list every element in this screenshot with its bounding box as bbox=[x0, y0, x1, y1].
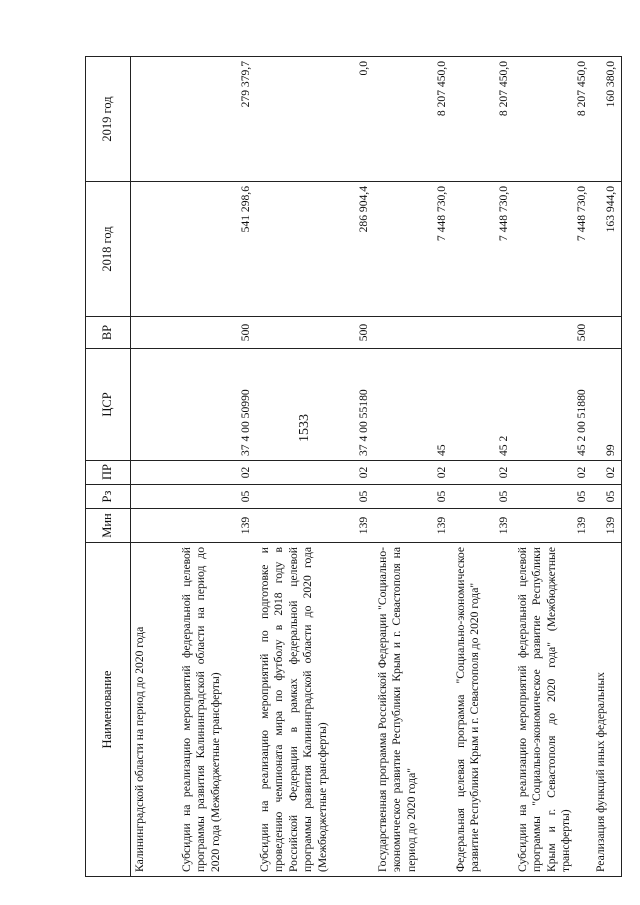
row-pr: 02 bbox=[514, 461, 592, 485]
row-min: 139 bbox=[592, 509, 622, 543]
row-name: Субсидии на реализацию мероприятий федеральной целевой программы "Социально-экономическое развитие Республики Крым и г. Севастополя до 2020 года" (Межбюджетные трансферты) bbox=[514, 543, 592, 877]
table-row bbox=[178, 57, 256, 877]
budget-table bbox=[85, 56, 622, 877]
row-vr: 500 bbox=[514, 317, 592, 349]
page-number-text: 1533 bbox=[297, 414, 312, 442]
row-rz: 05 bbox=[374, 485, 452, 509]
row-vr bbox=[131, 317, 178, 349]
rotated-table-container bbox=[85, 57, 618, 877]
row-2018: 7 448 730,0 bbox=[452, 182, 514, 317]
header-2019: 2019 год bbox=[86, 57, 131, 182]
row-vr: 500 bbox=[178, 317, 256, 349]
header-csr: ЦСР bbox=[86, 349, 131, 461]
row-2019: 160 380,0 bbox=[592, 57, 622, 182]
row-csr: 45 2 bbox=[452, 349, 514, 461]
row-2018: 286 904,4 bbox=[256, 182, 374, 317]
header-rz: Рз bbox=[86, 485, 131, 509]
row-2019: 8 207 450,0 bbox=[514, 57, 592, 182]
row-vr bbox=[592, 317, 622, 349]
header-row bbox=[86, 57, 131, 877]
header-2018: 2018 год bbox=[86, 182, 131, 317]
row-name: Государственная программа Российской Федерации "Социально-экономическое развитие Республики Крым и г. Севастополя на период до 2020 года" bbox=[374, 543, 452, 877]
table-row bbox=[592, 57, 622, 877]
row-csr bbox=[131, 349, 178, 461]
row-pr: 02 bbox=[374, 461, 452, 485]
row-2018: 7 448 730,0 bbox=[514, 182, 592, 317]
row-name: Субсидии на реализацию мероприятий федеральной целевой программы развития Калининградской области на период до 2020 года (Межбюджетные трансферты) bbox=[178, 543, 256, 877]
row-min: 139 bbox=[374, 509, 452, 543]
row-2019: 279 379,7 bbox=[178, 57, 256, 182]
row-name: Федеральная целевая программа "Социально-экономическое развитие Республики Крым и г. Севастополя до 2020 года" bbox=[452, 543, 514, 877]
header-pr: ПР bbox=[86, 461, 131, 485]
row-2019: 8 207 450,0 bbox=[374, 57, 452, 182]
row-pr: 02 bbox=[452, 461, 514, 485]
row-csr: 45 bbox=[374, 349, 452, 461]
row-name: Реализация функций иных федеральных bbox=[592, 543, 622, 877]
row-rz: 05 bbox=[592, 485, 622, 509]
row-name: Субсидии на реализацию мероприятий по подготовке и проведению чемпионата мира по футболу в 2018 году в Российской Федерации в рамках федеральной целевой программы развития Калининградской области до 2020 года (Межбюджетные трансферты) bbox=[256, 543, 374, 877]
row-csr: 45 2 00 51880 bbox=[514, 349, 592, 461]
row-csr: 37 4 00 50990 bbox=[178, 349, 256, 461]
row-min bbox=[131, 509, 178, 543]
row-min: 139 bbox=[178, 509, 256, 543]
row-rz: 05 bbox=[256, 485, 374, 509]
row-vr bbox=[452, 317, 514, 349]
row-min: 139 bbox=[514, 509, 592, 543]
row-csr: 99 bbox=[592, 349, 622, 461]
row-pr: 02 bbox=[592, 461, 622, 485]
header-name: Наименование bbox=[86, 543, 131, 877]
row-pr: 02 bbox=[178, 461, 256, 485]
table-row bbox=[374, 57, 452, 877]
row-vr: 500 bbox=[256, 317, 374, 349]
row-2019 bbox=[131, 57, 178, 182]
row-min: 139 bbox=[452, 509, 514, 543]
row-csr: 37 4 00 55180 bbox=[256, 349, 374, 461]
header-vr: ВР bbox=[86, 317, 131, 349]
row-rz: 05 bbox=[452, 485, 514, 509]
table-row bbox=[452, 57, 514, 877]
row-2018: 163 944,0 bbox=[592, 182, 622, 317]
row-pr: 02 bbox=[256, 461, 374, 485]
table-row bbox=[131, 57, 178, 877]
row-rz: 05 bbox=[514, 485, 592, 509]
row-pr bbox=[131, 461, 178, 485]
row-2018: 7 448 730,0 bbox=[374, 182, 452, 317]
row-2019: 0,0 bbox=[256, 57, 374, 182]
row-rz bbox=[131, 485, 178, 509]
row-2018 bbox=[131, 182, 178, 317]
table-row bbox=[256, 57, 374, 877]
row-2019: 8 207 450,0 bbox=[452, 57, 514, 182]
row-2018: 541 298,6 bbox=[178, 182, 256, 317]
row-min: 139 bbox=[256, 509, 374, 543]
header-min: Мин bbox=[86, 509, 131, 543]
row-name: Калининградской области на период до 2020 года bbox=[131, 543, 178, 877]
row-rz: 05 bbox=[178, 485, 256, 509]
table-row bbox=[514, 57, 592, 877]
row-vr bbox=[374, 317, 452, 349]
